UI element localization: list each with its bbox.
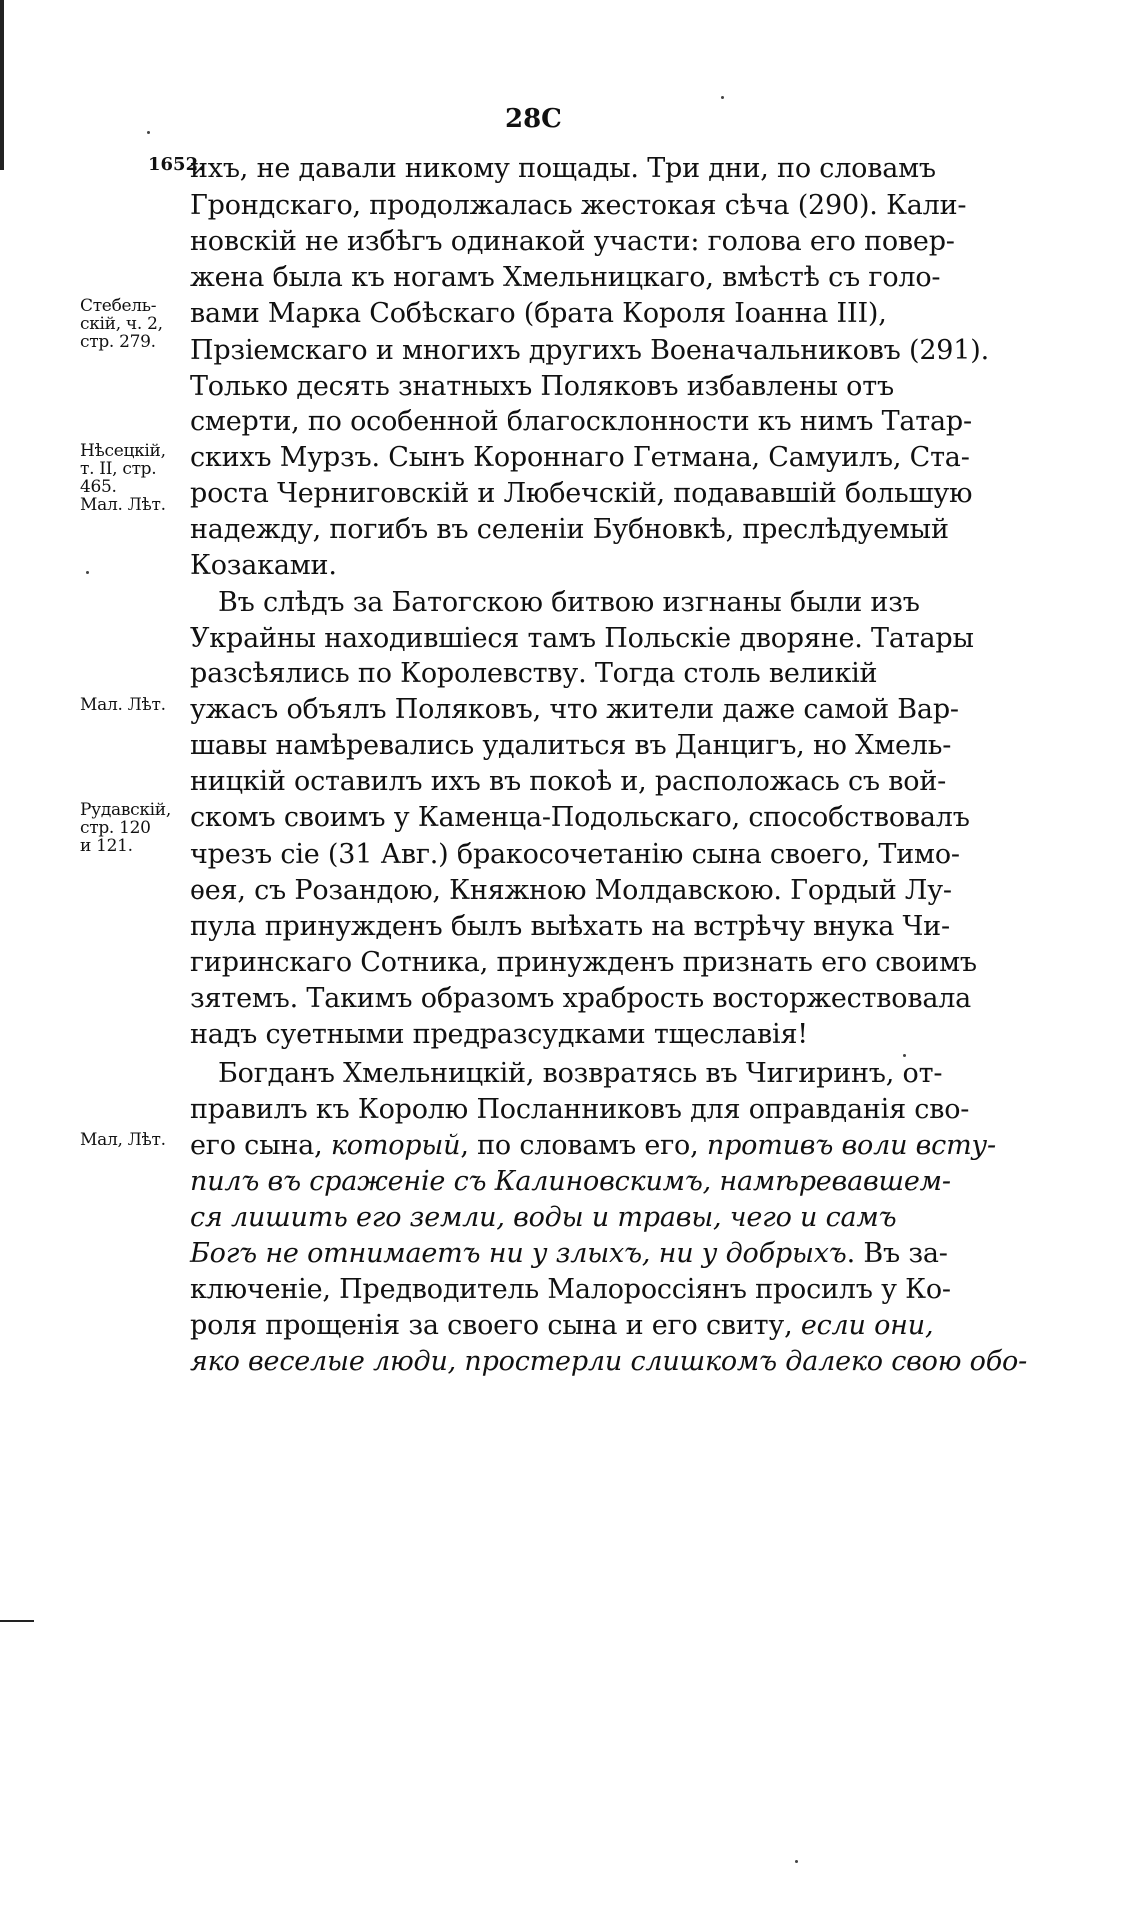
margin-note-line: скій, ч. 2, [80,314,163,334]
text-run-italic: противъ воли всту- [706,1130,996,1161]
text-run: . Въ за- [846,1238,948,1269]
text-line-mixed [190,1129,996,1163]
margin-note-nesetsky [80,442,192,514]
page-number: 28С [505,104,562,134]
text-line: ихъ, не давали никому пощады. Три дни, по словамъ [190,153,936,184]
text-run: роля прощенія за своего сына и его свиту, [190,1310,801,1341]
margin-note-line: т. II, стр. [80,459,157,479]
text-line: чрезъ сіе (31 Авг.) бракосочетанію сына своего, Тимо- [190,839,960,870]
text-line: гиринскаго Сотника, принужденъ признать его своимъ [190,947,977,978]
margin-note-line: стр. 120 [80,818,151,838]
scan-speck [86,571,89,574]
margin-note-mal-let-2 [80,1131,192,1149]
text-run: его сына, [190,1130,331,1161]
text-line: скихъ Мурзъ. Сынъ Короннаго Гетмана, Самуилъ, Ста- [190,442,970,473]
text-run-italic: пилъ въ сраженіе съ Калиновскимъ, намѣревавшем- [190,1166,951,1197]
margin-note-line: Нѣсецкій, [80,441,166,461]
text-run-italic: ся лишить его земли, воды и травы, чего и самъ [190,1202,897,1233]
margin-note-line: Мал. Лѣт. [80,495,166,515]
text-line: ѳея, съ Розандою, Княжною Молдавскою. Гордый Лу- [190,875,952,906]
text-line-italic [190,1165,951,1199]
text-run-italic: яко веселые люди, простерли слишкомъ далеко свою обо- [190,1346,1027,1377]
text-line: роста Черниговскій и Любечскій, подававшій большую [190,478,973,509]
scan-speck [721,96,724,99]
text-line: Въ слѣдъ за Батогскою битвою изгнаны были изъ [218,587,920,618]
text-run-italic: если они, [800,1310,934,1341]
margin-note-line: 465. [80,477,117,497]
text-line [190,1273,951,1307]
margin-note-line: Мал, Лѣт. [80,1130,166,1150]
text-line: шавы намѣревались удалиться въ Данцигъ, но Хмель- [190,730,952,761]
text-line: Козаками. [190,550,337,581]
text-line: Богданъ Хмельницкій, возвратясь въ Чигиринъ, от- [218,1058,943,1089]
margin-note-line: стр. 279. [80,332,156,352]
text-line-mixed [190,1237,948,1271]
text-line: надъ суетными предразсудками тщеславія! [190,1019,808,1050]
margin-note-rudavsky [80,801,192,855]
text-line: Грондскаго, продолжалась жестокая сѣча (290). Кали- [190,190,967,221]
scan-speck [903,1054,906,1057]
text-line: новскій не избѣгъ одинакой участи: голова его повер- [190,226,955,257]
text-run: ключеніе, Предводитель Малороссіянъ просилъ у Ко- [190,1274,951,1305]
text-line: Украйны находившіеся тамъ Польскіе дворяне. Татары [190,623,974,654]
text-line: ницкій оставилъ ихъ въ покоѣ и, расположась съ вой- [190,766,947,797]
margin-note-line: и 121. [80,836,133,856]
text-line: смерти, по особенной благосклонности къ нимъ Татар- [190,406,972,437]
scan-edge-mark [0,0,4,170]
text-line: зятемъ. Такимъ образомъ храбрость восторжествовала [190,983,972,1014]
scan-edge-mark [0,1620,34,1622]
text-line: скомъ своимъ у Каменца-Подольскаго, способствовалъ [190,802,970,833]
text-line: пула принужденъ былъ выѣхать на встрѣчу внука Чи- [190,911,950,942]
text-line-mixed [190,1309,934,1343]
text-line: разсѣялись по Королевству. Тогда столь великій [190,658,878,689]
text-line: ужасъ объялъ Поляковъ, что жители даже самой Вар- [190,694,959,725]
margin-note-mal-let-1 [80,696,192,714]
text-line: надежду, погибъ въ селеніи Бубновкѣ, преслѣдуемый [190,514,949,545]
text-run: , по словамъ его, [460,1130,707,1161]
margin-note-stebelsky [80,297,192,351]
text-line-italic [190,1201,897,1235]
scan-speck [147,131,150,134]
margin-year: 1652. [148,154,205,175]
text-line: жена была къ ногамъ Хмельницкаго, вмѣстѣ съ голо- [190,262,941,293]
text-line: вами Марка Собѣскаго (брата Короля Іоанна III), [190,298,887,329]
text-run-italic: который [330,1130,461,1161]
text-run-italic: Богъ не отнимаетъ ни у злыхъ, ни у добрыхъ [190,1238,847,1269]
text-line-italic [190,1345,1027,1379]
text-line: Только десять знатныхъ Поляковъ избавлены отъ [190,371,894,402]
margin-note-line: Мал. Лѣт. [80,695,166,715]
margin-note-line: Рудавскій, [80,800,171,820]
text-line: правилъ къ Королю Посланниковъ для оправданія сво- [190,1094,970,1125]
text-line: Прзіемскаго и многихъ другихъ Военачальниковъ (291). [190,335,989,366]
margin-note-line: Стебель- [80,296,157,316]
scan-speck [795,1860,798,1863]
